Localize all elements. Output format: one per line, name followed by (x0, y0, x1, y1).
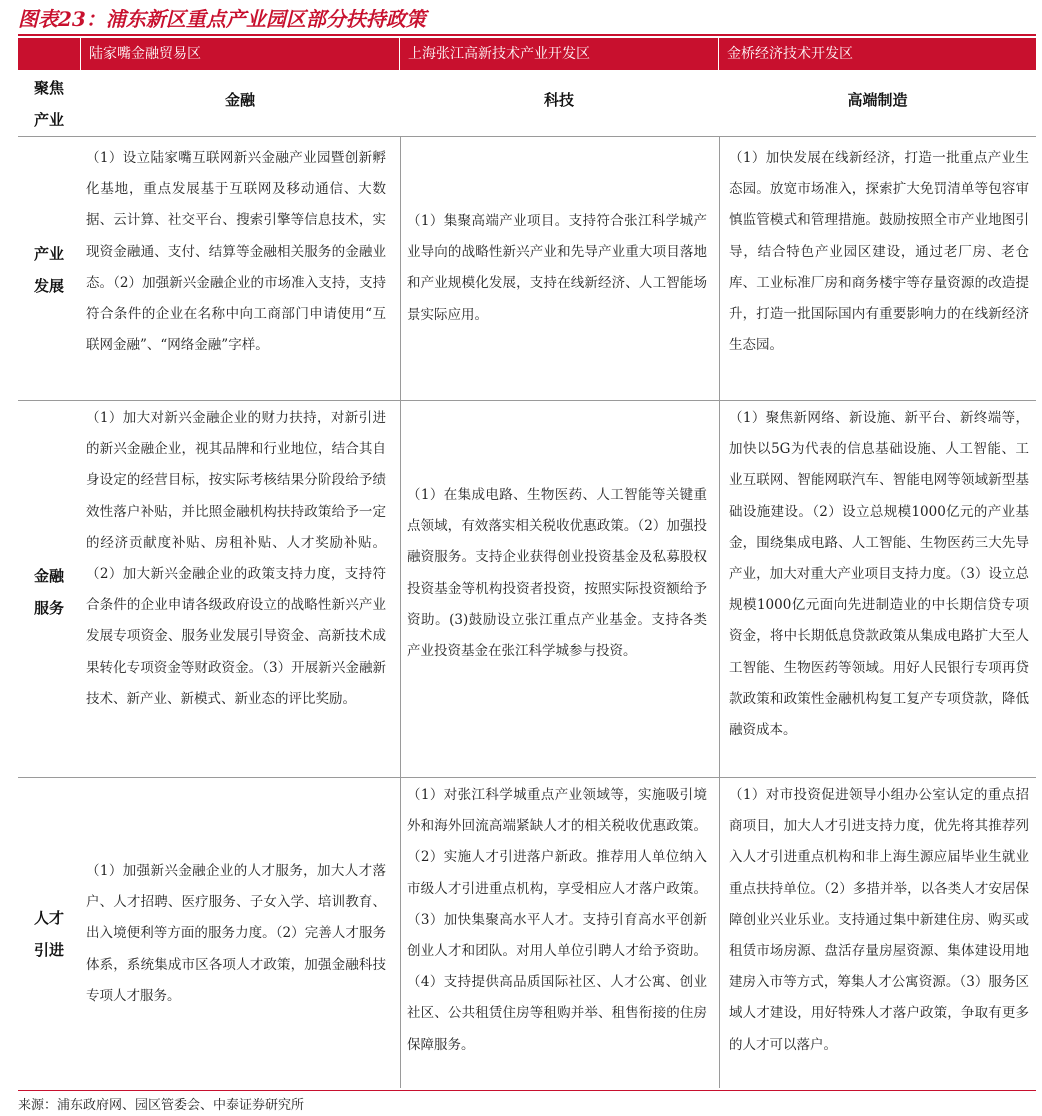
row-divider (18, 400, 1036, 401)
talent-zhangjiang: （1）对张江科学城重点产业领域等，实施吸引境外和海外回流高端紧缺人才的相关税收优惠政策。（2）实施人才引进落户新政。推荐用人单位纳入市级人才引进重点机构，享受相应人才落户政策。（3）加快集聚高水平人才。支持引育高水平创新创业人才和团队。对用人单位引聘人才给予资助。（4）支持提供高品质国际社区、人才公寓、创业社区、公共租赁住房等租购并举、租售衔接的住房保障服务。 (407, 787, 707, 1053)
talent-lujiazui: （1）加强新兴金融企业的人才服务，加大人才落户、人才招聘、医疗服务、子女入学、培训教育、出入境便利等方面的服务力度。（2）完善人才服务体系，系统集成市区各项人才政策，加强金融科技专项人才服务。 (86, 863, 386, 1004)
column-divider (719, 136, 720, 1088)
header-empty-cell (18, 38, 80, 70)
row-label-industry: 产业 发展 (33, 245, 64, 295)
focus-jinqiao: 高端制造 (847, 91, 908, 109)
finance-lujiazui: （1）加大对新兴金融企业的财力扶持，对新引进的新兴金融企业，视其品牌和行业地位，结合其自身设定的经营目标，按实际考核结果分阶段给予绩效性落户补贴，并比照金融机构扶持政策给予一定的经济贡献度补贴、房租补贴、人才奖励补贴。（2）加大新兴金融企业的政策支持力度，支持符合条件的企业申请各级政府设立的战略性新兴产业发展专项资金、服务业发展引导资金、高新技术成果转化专项资金等财政资金。（3）开展新兴金融新技术、新产业、新模式、新业态的评比奖励。 (86, 410, 386, 707)
row-divider (18, 136, 1036, 137)
column-divider (400, 136, 401, 1088)
finance-zhangjiang: （1）在集成电路、生物医药、人工智能等关键重点领域，有效落实相关税收优惠政策。（2）加强投融资服务。支持企业获得创业投资基金及私募股权投资基金等机构投资者投资，按照实际投资额给予资助。(3)鼓励设立张江重点产业基金。支持各类产业投资基金在张江科学城参与投资。 (407, 487, 707, 660)
row-label-focus: 聚焦 产业 (33, 79, 64, 129)
focus-zhangjiang: 科技 (543, 91, 574, 109)
table-bottom-rule (18, 1090, 1036, 1091)
row-label-talent: 人才 引进 (33, 909, 64, 959)
figure-title: 图表23：浦东新区重点产业园区部分扶持政策 (18, 4, 1036, 36)
row-divider (18, 777, 1036, 778)
row-label-finance: 金融 服务 (33, 567, 64, 617)
header-jinqiao: 金桥经济技术开发区 (719, 38, 1036, 70)
industry-jinqiao: （1）加快发展在线新经济，打造一批重点产业生态园。放宽市场准入，探索扩大免罚清单等包容审慎监管模式和管理措施。鼓励按照全市产业地图引导，结合特色产业园区建设，通过老厂房、老仓库、工业标准厂房和商务楼宇等存量资源的改造提升，打造一批国际国内有重要影响力的在线新经济生态园。 (729, 150, 1029, 354)
focus-lujiazui: 金融 (224, 91, 255, 109)
industry-zhangjiang: （1）集聚高端产业项目。支持符合张江科学城产业导向的战略性新兴产业和先导产业重大项目落地和产业规模化发展，支持在线新经济、人工智能场景实际应用。 (407, 213, 707, 323)
header-lujiazui: 陆家嘴金融贸易区 (81, 38, 399, 70)
talent-jinqiao: （1）对市投资促进领导小组办公室认定的重点招商项目，加大人才引进支持力度，优先将其推荐列入人才引进重点机构和非上海生源应届毕业生就业重点扶持单位。（2）多措并举，以各类人才安居保障创业兴业乐业。支持通过集中新建住房、购买或租赁市场房源、盘活存量房屋资源、集体建设用地建房入市等方式，筹集人才公寓资源。（3）服务区域人才建设，用好特殊人才落户政策，争取有更多的人才可以落户。 (729, 787, 1029, 1053)
source-note: 来源：浦东政府网、园区管委会、中泰证券研究所 (18, 1098, 305, 1113)
finance-jinqiao: （1）聚焦新网络、新设施、新平台、新终端等，加快以5G为代表的信息基础设施、人工智能、工业互联网、智能网联汽车、智能电网等领域新型基础设施建设。（2）设立总规模1000亿元的产业基金，围绕集成电路、人工智能、生物医药三大先导产业，加大对重大产业项目支持力度。（3）设立总规模1000亿元面向先进制造业的中长期信贷专项资金，将中长期低息贷款政策从集成电路扩大至人工智能、生物医药等领域。用好人民银行专项再贷款政策和政策性金融机构复工复产专项贷款，降低融资成本。 (729, 410, 1029, 739)
header-zhangjiang: 上海张江高新技术产业开发区 (400, 38, 718, 70)
industry-lujiazui: （1）设立陆家嘴互联网新兴金融产业园暨创新孵化基地，重点发展基于互联网及移动通信、大数据、云计算、社交平台、搜索引擎等信息技术，实现资金融通、支付、结算等金融相关服务的金融业态。（2）加强新兴金融企业的市场准入支持，支持符合条件的企业在名称中向工商部门申请使用“互联网金融”、“网络金融”字样。 (86, 150, 386, 354)
